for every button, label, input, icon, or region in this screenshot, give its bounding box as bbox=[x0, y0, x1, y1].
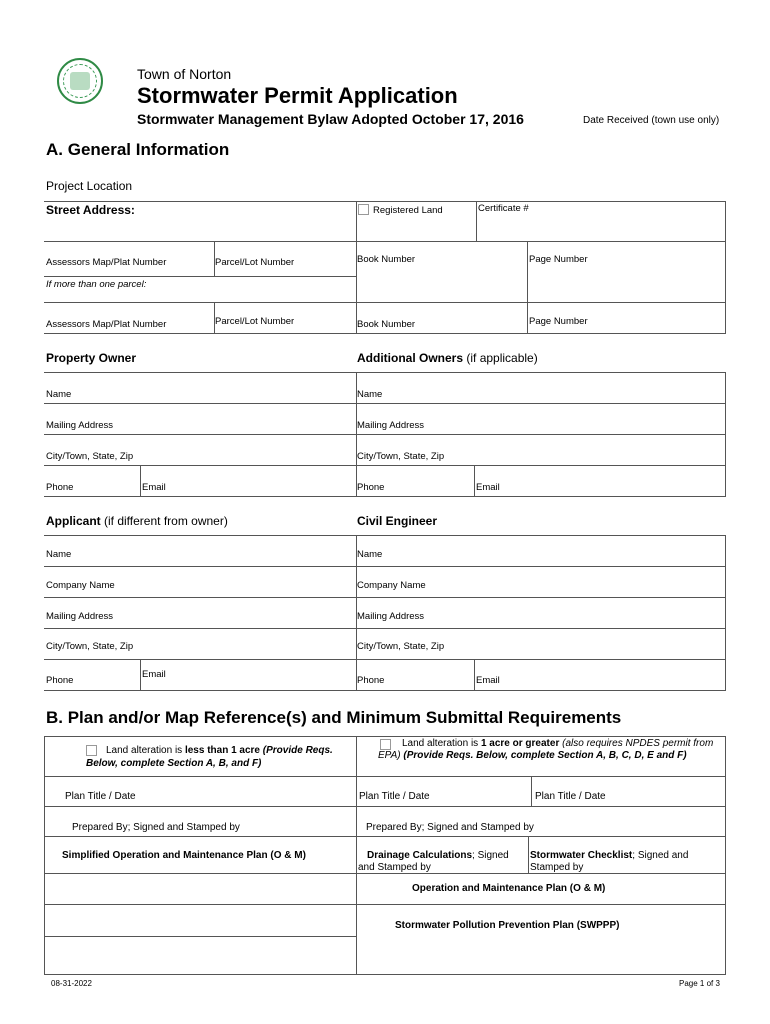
plan-title-date-field-2[interactable]: Plan Title / Date bbox=[359, 791, 430, 802]
page-title: Stormwater Permit Application bbox=[137, 83, 458, 108]
simplified-om-label: Simplified Operation and Maintenance Plan (O & M) bbox=[62, 850, 306, 861]
table-line bbox=[140, 659, 141, 690]
table-line bbox=[528, 836, 529, 873]
more-than-one-parcel-label: If more than one parcel: bbox=[46, 279, 147, 290]
less-than-1-acre-bold: less than 1 acre bbox=[184, 745, 260, 756]
table-line bbox=[476, 201, 477, 241]
drainage-calculations-suffix: ; Signed and Stamped by bbox=[358, 850, 509, 873]
swppp-label: Stormwater Pollution Prevention Plan (SWPPP) bbox=[395, 920, 620, 931]
property-owner-heading: Property Owner bbox=[46, 351, 137, 365]
table-line bbox=[44, 690, 726, 691]
applicant-mailing-address-field[interactable]: Mailing Address bbox=[46, 611, 114, 622]
addl-owner-name-field[interactable]: Name bbox=[357, 389, 383, 400]
project-location-label: Project Location bbox=[46, 179, 133, 193]
additional-owners-heading bbox=[357, 351, 538, 365]
table-line bbox=[725, 201, 726, 333]
prepared-by-field-2[interactable]: Prepared By; Signed and Stamped by bbox=[366, 822, 534, 833]
table-line bbox=[44, 465, 726, 466]
certificate-field[interactable]: Certificate # bbox=[478, 203, 529, 214]
table-line bbox=[44, 496, 726, 497]
table-line bbox=[44, 836, 726, 837]
table-line bbox=[44, 434, 726, 435]
stormwater-checklist-bold: Stormwater Checklist bbox=[530, 850, 633, 861]
owner-name-field[interactable]: Name bbox=[46, 389, 72, 400]
parcel-lot-field[interactable]: Parcel/Lot Number bbox=[215, 257, 295, 268]
footer-page-number: Page 1 of 3 bbox=[679, 979, 720, 988]
plan-title-date-field-1[interactable]: Plan Title / Date bbox=[65, 791, 136, 802]
1-acre-bold-italic: (Provide Reqs. Below, complete Section A, B, C, D, E and F) bbox=[400, 750, 687, 761]
registered-land-checkbox[interactable] bbox=[358, 204, 369, 215]
addl-owner-phone-field[interactable]: Phone bbox=[357, 482, 385, 493]
applicant-city-field[interactable]: City/Town, State, Zip bbox=[46, 641, 134, 652]
addl-owner-mailing-address-field[interactable]: Mailing Address bbox=[357, 420, 425, 431]
parcel-lot-field-2[interactable]: Parcel/Lot Number bbox=[215, 316, 295, 327]
section-b-heading: B. Plan and/or Map Reference(s) and Minimum Submittal Requirements bbox=[46, 708, 622, 727]
street-address-field[interactable]: Street Address: bbox=[46, 203, 135, 217]
applicant-label: Applicant bbox=[46, 514, 101, 528]
table-line bbox=[725, 736, 726, 974]
table-line bbox=[356, 736, 357, 974]
table-line bbox=[44, 936, 356, 937]
table-line bbox=[44, 597, 726, 598]
om-plan-label: Operation and Maintenance Plan (O & M) bbox=[412, 883, 606, 894]
less-than-1-acre-option bbox=[86, 744, 348, 770]
table-line bbox=[531, 776, 532, 806]
table-line bbox=[44, 535, 726, 536]
applicant-email-field[interactable]: Email bbox=[142, 669, 166, 680]
table-line bbox=[44, 904, 726, 905]
town-name: Town of Norton bbox=[137, 66, 232, 82]
engineer-phone-field[interactable]: Phone bbox=[357, 675, 385, 686]
owner-city-field[interactable]: City/Town, State, Zip bbox=[46, 451, 134, 462]
book-number-field[interactable]: Book Number bbox=[357, 254, 416, 265]
table-line bbox=[44, 776, 726, 777]
plan-title-date-field-3[interactable]: Plan Title / Date bbox=[535, 791, 606, 802]
addl-owner-city-field[interactable]: City/Town, State, Zip bbox=[357, 451, 445, 462]
engineer-name-field[interactable]: Name bbox=[357, 549, 383, 560]
table-line bbox=[44, 241, 726, 242]
owner-email-field[interactable]: Email bbox=[142, 482, 166, 493]
additional-owners-label: Additional Owners bbox=[357, 351, 464, 365]
page-number-field[interactable]: Page Number bbox=[529, 254, 588, 265]
table-line bbox=[44, 628, 726, 629]
addl-owner-email-field[interactable]: Email bbox=[476, 482, 500, 493]
section-a-heading: A. General Information bbox=[46, 140, 230, 159]
footer-date: 08-31-2022 bbox=[51, 979, 92, 988]
table-line bbox=[474, 465, 475, 496]
table-line bbox=[44, 736, 726, 737]
drainage-calculations-bold: Drainage Calculations bbox=[367, 850, 473, 861]
engineer-company-field[interactable]: Company Name bbox=[357, 580, 426, 591]
table-line bbox=[44, 974, 726, 975]
applicant-phone-field[interactable]: Phone bbox=[46, 675, 74, 686]
1-acre-or-greater-option bbox=[378, 738, 718, 762]
assessors-map-field-2[interactable]: Assessors Map/Plat Number bbox=[46, 319, 167, 330]
1-acre-bold: 1 acre or greater bbox=[480, 738, 560, 749]
town-seal-center bbox=[70, 72, 90, 90]
table-line bbox=[44, 806, 726, 807]
table-line bbox=[44, 302, 726, 303]
table-line bbox=[44, 659, 726, 660]
table-line bbox=[44, 736, 45, 974]
applicant-company-field[interactable]: Company Name bbox=[46, 580, 115, 591]
table-line bbox=[140, 465, 141, 496]
prepared-by-field-1[interactable]: Prepared By; Signed and Stamped by bbox=[72, 822, 240, 833]
civil-engineer-heading: Civil Engineer bbox=[357, 514, 438, 528]
drainage-calculations-label bbox=[358, 850, 526, 874]
page-number-field-2[interactable]: Page Number bbox=[529, 316, 588, 327]
owner-mailing-address-field[interactable]: Mailing Address bbox=[46, 420, 114, 431]
table-line bbox=[44, 566, 726, 567]
engineer-city-field[interactable]: City/Town, State, Zip bbox=[357, 641, 445, 652]
if-applicable-label: (if applicable) bbox=[466, 351, 538, 365]
book-number-field-2[interactable]: Book Number bbox=[357, 319, 416, 330]
engineer-mailing-address-field[interactable]: Mailing Address bbox=[357, 611, 425, 622]
table-line bbox=[44, 403, 726, 404]
1-acre-pre: Land alteration is bbox=[402, 738, 481, 749]
1-acre-italic: (also requires NPDES permit from EPA) bbox=[378, 738, 714, 761]
table-line bbox=[44, 372, 726, 373]
applicant-name-field[interactable]: Name bbox=[46, 549, 72, 560]
table-line bbox=[474, 659, 475, 690]
table-line bbox=[725, 535, 726, 690]
assessors-map-field[interactable]: Assessors Map/Plat Number bbox=[46, 257, 167, 268]
table-line bbox=[44, 276, 356, 277]
table-line bbox=[527, 241, 528, 333]
stormwater-checklist-suffix: ; Signed and Stamped by bbox=[530, 850, 689, 873]
owner-phone-field[interactable]: Phone bbox=[46, 482, 74, 493]
table-line bbox=[356, 201, 357, 333]
less-than-1-acre-italic: (Provide Reqs. Below, complete Section A, B, and F) bbox=[86, 745, 333, 769]
table-line bbox=[44, 201, 726, 202]
stormwater-checklist-label bbox=[530, 850, 722, 874]
if-different-label: (if different from owner) bbox=[104, 514, 228, 528]
applicant-heading bbox=[46, 514, 228, 528]
table-line bbox=[725, 372, 726, 496]
page-subtitle: Stormwater Management Bylaw Adopted October 17, 2016 bbox=[137, 111, 524, 127]
table-line bbox=[44, 333, 726, 334]
registered-land-label: Registered Land bbox=[373, 205, 443, 216]
date-received-label: Date Received (town use only) bbox=[583, 115, 720, 126]
less-than-1-acre-pre: Land alteration is bbox=[106, 745, 185, 756]
engineer-email-field[interactable]: Email bbox=[476, 675, 500, 686]
